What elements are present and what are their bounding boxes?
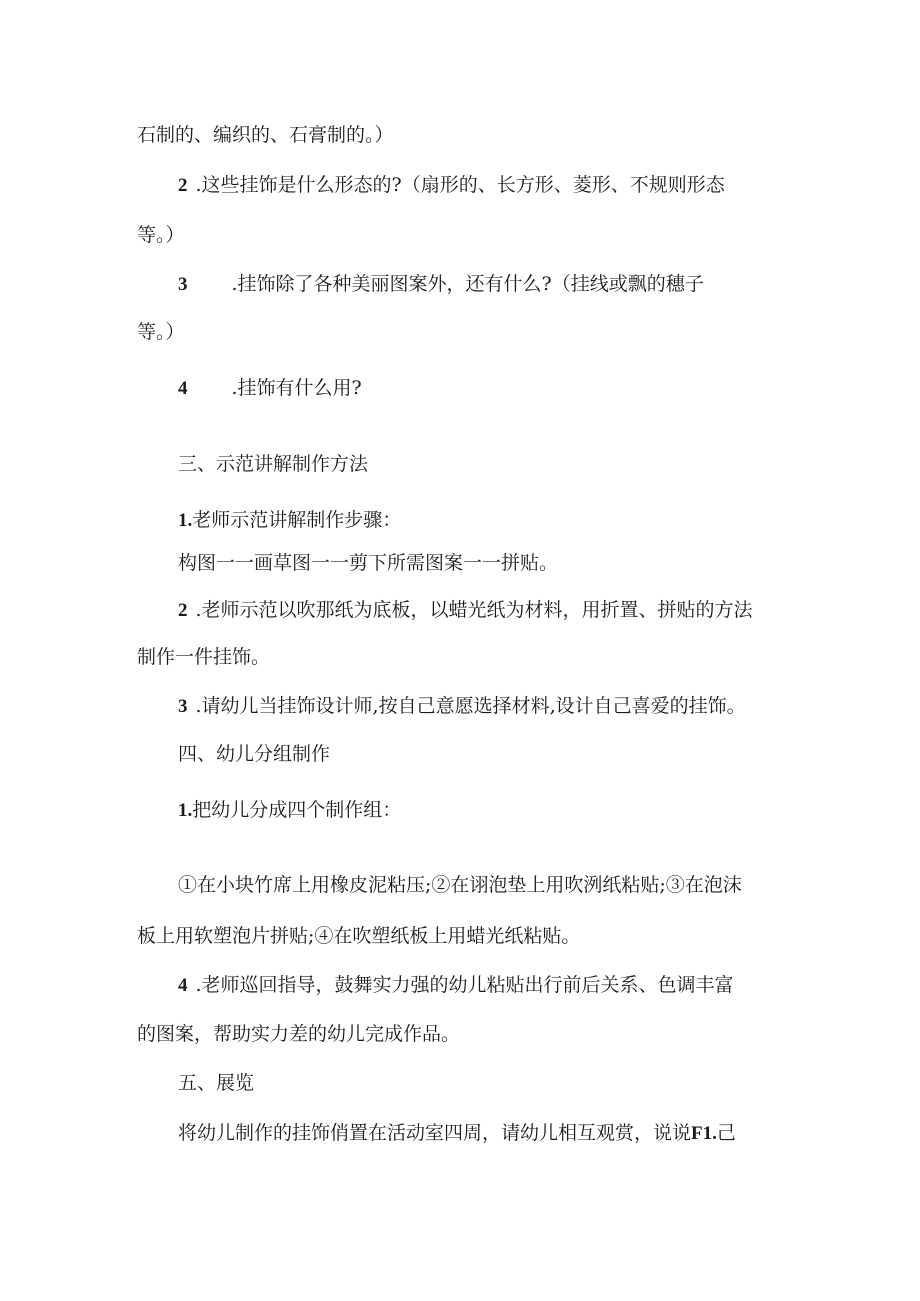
- line-text: .请幼儿当挂饰设计师,按自己意愿选择材料,设计自己喜爱的挂饰。: [195, 695, 746, 717]
- text-line-1: [137, 126, 394, 145]
- line-text: 制作一件挂饰。: [137, 646, 271, 668]
- heading-text: 五、展览: [178, 1072, 255, 1094]
- line-text: .老师示范以吹那纸为底板，以蜡光纸为材料，用折置、拼贴的方法: [195, 599, 753, 621]
- line-text: .这些挂饰是什么形态的?（扇形的、长方形、菱形、不规则形态: [195, 174, 725, 196]
- section-heading-4: [178, 745, 330, 764]
- line-text: .挂饰除了各种美丽图案外，还有什么?（挂线或飘的穗子: [231, 273, 704, 295]
- item-number: 4: [178, 975, 188, 996]
- heading-text: 三、示范讲解制作方法: [178, 453, 369, 475]
- text-line-11: [137, 648, 270, 667]
- text-line-15: [178, 876, 742, 895]
- text-line-5: [137, 323, 185, 342]
- line-text: 石制的、编织的、石膏制的。）: [137, 124, 394, 146]
- text-line-9: [178, 554, 558, 573]
- line-text: .挂饰有什么用?: [231, 377, 362, 399]
- text-line-10: [178, 601, 753, 620]
- item-number: 3: [178, 274, 188, 295]
- line-text-bold: F1.: [691, 1123, 717, 1144]
- text-line-8: [178, 511, 401, 530]
- line-text: 把幼儿分成四个制作组：: [192, 799, 402, 821]
- text-line-14: [178, 801, 401, 820]
- item-number: 1.: [178, 800, 193, 821]
- text-line-3: [137, 226, 185, 245]
- text-line-4: [178, 275, 704, 294]
- line-text-tail: 己: [716, 1122, 736, 1144]
- line-text: 等。）: [137, 224, 185, 246]
- heading-text: 四、幼儿分组制作: [178, 743, 331, 765]
- text-line-17: [178, 976, 734, 995]
- item-number: 2: [178, 175, 188, 196]
- text-line-16: [137, 927, 580, 946]
- text-line-18: [137, 1025, 460, 1044]
- text-line-2: [178, 176, 725, 195]
- section-heading-5: [178, 1074, 254, 1093]
- line-text: 老师示范讲解制作步骤：: [192, 509, 402, 531]
- text-line-6: [178, 379, 362, 398]
- section-heading-3: [178, 455, 368, 474]
- line-text: ①在小块竹席上用橡皮泥粘压;②在诩泡垫上用吹洌纸粘贴;③在泡沫: [178, 874, 742, 896]
- line-text: 板上用软塑泡片拼贴;④在吹塑纸板上用蜡光纸粘贴。: [137, 925, 581, 947]
- item-number: 1.: [178, 510, 193, 531]
- text-line-20: [178, 1124, 736, 1143]
- line-text: .老师巡回指导，鼓舞实力强的幼儿粘贴出行前后关系、色调丰富: [195, 974, 734, 996]
- item-number: 2: [178, 600, 188, 621]
- line-text: 的图案，帮助实力差的幼儿完成作品。: [137, 1023, 461, 1045]
- text-line-12: [178, 697, 746, 716]
- line-text: 将幼儿制作的挂饰俏置在活动室四周，请幼儿相互观赏，说说: [178, 1122, 692, 1144]
- line-text: 等。）: [137, 321, 185, 343]
- item-number: 4: [178, 378, 188, 399]
- line-text: 构图一一画草图一一剪下所需图案一一拼贴。: [178, 552, 559, 574]
- item-number: 3: [178, 696, 188, 717]
